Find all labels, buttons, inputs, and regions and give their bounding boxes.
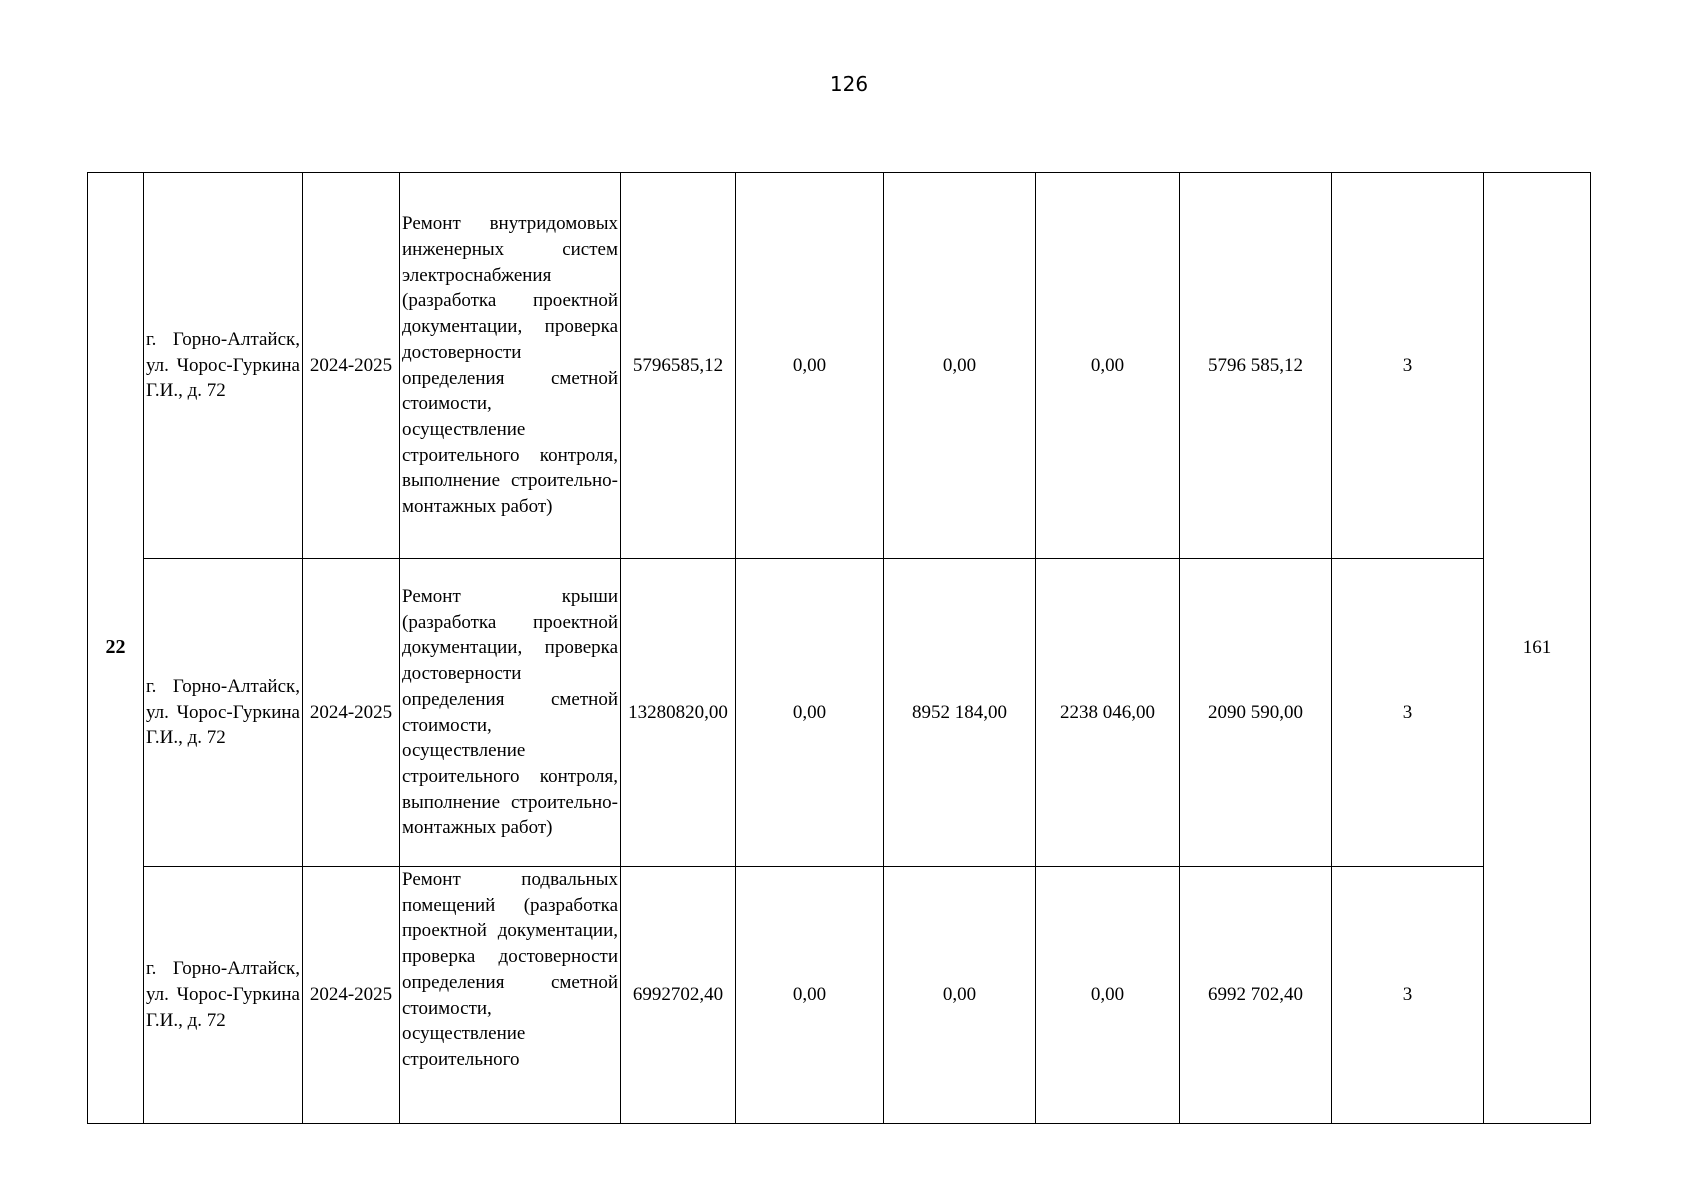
value-cell: 5796 585,12: [1180, 173, 1332, 559]
repair-program-table: [87, 172, 1591, 1124]
work-description-text: Ремонт подвальных помещений (разработка проектной документации, проверка достоверности определения сметной стоимости, осуществление строительного: [402, 869, 618, 1070]
address-cell: г. Горно-Алтайск, ул. Чорос-Гуркина Г.И., д. 72: [144, 173, 303, 559]
value-cell: 0,00: [1036, 867, 1180, 1124]
table-row: [88, 867, 1591, 1124]
object-number: 22: [88, 173, 144, 1124]
total-cost-cell: 6992702,40: [621, 867, 736, 1124]
method-cell: 3: [1332, 559, 1484, 867]
value-cell: 0,00: [736, 559, 884, 867]
value-cell: 8952 184,00: [884, 559, 1036, 867]
value-cell: 0,00: [736, 867, 884, 1124]
value-cell: 0,00: [884, 173, 1036, 559]
value-cell: 0,00: [736, 173, 884, 559]
value-cell: 6992 702,40: [1180, 867, 1332, 1124]
years-cell: 2024-2025: [303, 867, 400, 1124]
table-row: [88, 559, 1591, 867]
years-cell: 2024-2025: [303, 559, 400, 867]
end-value-cell: 161: [1484, 173, 1591, 1124]
value-cell: 0,00: [884, 867, 1036, 1124]
value-cell: 0,00: [1036, 173, 1180, 559]
table-row: [88, 173, 1591, 559]
total-cost-cell: 13280820,00: [621, 559, 736, 867]
value-cell: 2238 046,00: [1036, 559, 1180, 867]
years-cell: 2024-2025: [303, 173, 400, 559]
method-cell: 3: [1332, 173, 1484, 559]
work-description-cell: [400, 867, 621, 1124]
address-cell: г. Горно-Алтайск, ул. Чорос-Гуркина Г.И., д. 72: [144, 559, 303, 867]
value-cell: 2090 590,00: [1180, 559, 1332, 867]
page-number: 126: [829, 72, 869, 96]
total-cost-cell: 5796585,12: [621, 173, 736, 559]
method-cell: 3: [1332, 867, 1484, 1124]
address-cell: г. Горно-Алтайск, ул. Чорос-Гуркина Г.И., д. 72: [144, 867, 303, 1124]
work-description-cell: Ремонт крыши (разработка проектной документации, проверка достоверности определения сметной стоимости, осуществление строительного контроля, выполнение строительно-монтажных работ): [400, 559, 621, 867]
work-description-cell: Ремонт внутридомовых инженерных систем электроснабжения (разработка проектной документации, проверка достоверности определения сметной стоимости, осуществление строительного контроля, выполнение строительно-монтажных работ): [400, 173, 621, 559]
